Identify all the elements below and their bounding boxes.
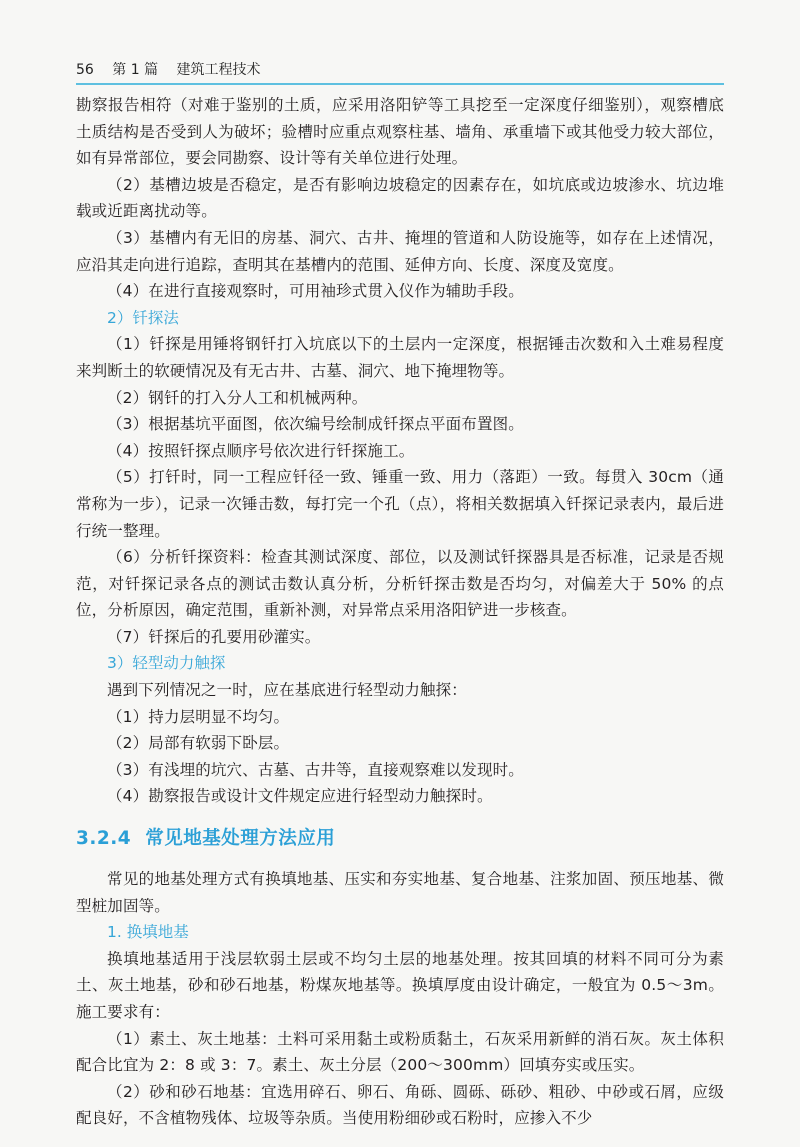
paragraph: （4）勘察报告或设计文件规定应进行轻型动力触探时。 <box>107 787 493 806</box>
paragraph: （2）局部有软弱下卧层。 <box>107 734 290 753</box>
header-divider <box>76 83 724 85</box>
paragraph: （5）打钎时，同一工程应钎径一致、锤重一致、用力（落距）一致。每贯入 30cm（通常称为一步），记录一次锤击数，每打完一个孔（点），将相关数据填入钎探记录表内，最后进行统一整理。 <box>76 468 724 540</box>
paragraph: 勘察报告相符（对难于鉴别的土质，应采用洛阳铲等工具挖至一定深度仔细鉴别），观察槽底土质结构是否受到人为破坏；验槽时应重点观察柱基、墙角、承重墙下或其他受力较大部位，如有异常部位，要会同勘察、设计等有关单位进行处理。 <box>76 96 724 168</box>
part-label: 第 1 篇 <box>112 62 159 78</box>
section-title: 常见地基处理方法应用 <box>145 828 336 850</box>
paragraph: （3）根据基坑平面图，依次编号绘制成钎探点平面布置图。 <box>107 415 524 434</box>
paragraph: （3）基槽内有无旧的房基、洞穴、古井、掩埋的管道和人防设施等，如存在上述情况，应沿其走向进行追踪，查明其在基槽内的范围、延伸方向、长度、深度及宽度。 <box>76 228 724 274</box>
subheading-qiantan: 2）钎探法 <box>107 308 179 327</box>
paragraph: （7）钎探后的孔要用砂灌实。 <box>107 627 321 646</box>
subheading-replacement-foundation: 1. 换填地基 <box>107 923 189 942</box>
paragraph: 换填地基适用于浅层软弱土层或不均匀土层的地基处理。按其回填的材料不同可分为素土、灰土地基，砂和砂石地基，粉煤灰地基等。换填厚度由设计确定，一般宜为 0.5～3m。施工要求有： <box>76 949 724 1021</box>
paragraph: （2）钢钎的打入分人工和机械两种。 <box>107 388 368 407</box>
page-body <box>76 92 724 1132</box>
paragraph: （4）在进行直接观察时，可用袖珍式贯入仪作为辅助手段。 <box>107 282 524 301</box>
paragraph: （3）有浅埋的坑穴、古墓、古井等，直接观察难以发现时。 <box>107 760 524 779</box>
header-title: 建筑工程技术 <box>176 62 261 78</box>
paragraph: （2）基槽边坡是否稳定，是否有影响边坡稳定的因素存在，如坑底或边坡渗水、坑边堆载或近距离扰动等。 <box>76 175 724 221</box>
page-header <box>76 60 726 84</box>
subheading-dynamic-probe: 3）轻型动力触探 <box>107 654 226 673</box>
paragraph: （6）分析钎探资料：检查其测试深度、部位，以及测试钎探器具是否标准，记录是否规范，对钎探记录各点的测试击数认真分析，分析钎探击数是否均匀，对偏差大于 50% 的点位，分析原因，确定范围，重新补测，对异常点采用洛阳铲进一步核查。 <box>76 548 724 620</box>
paragraph: （4）按照钎探点顺序号依次进行钎探施工。 <box>107 441 415 460</box>
paragraph: 遇到下列情况之一时，应在基底进行轻型动力触探： <box>107 681 467 700</box>
paragraph: 常见的地基处理方式有换填地基、压实和夯实地基、复合地基、注浆加固、预压地基、微型桩加固等。 <box>76 870 724 915</box>
section-heading <box>76 824 724 854</box>
paragraph: （1）持力层明显不均匀。 <box>107 707 290 726</box>
paragraph: （2）砂和砂石地基：宜选用碎石、卵石、角砾、圆砾、砾砂、粗砂、中砂或石屑，应级配良好，不含植物残体、垃圾等杂质。当使用粉细砂或石粉时，应掺入不少 <box>76 1082 724 1128</box>
page-number: 56 <box>76 62 94 78</box>
paragraph: （1）钎探是用锤将钢钎打入坑底以下的土层内一定深度，根据锤击次数和入土难易程度来判断土的软硬情况及有无古井、古墓、洞穴、地下掩埋物等。 <box>76 335 724 380</box>
paragraph: （1）素土、灰土地基：土料可采用黏土或粉质黏土，石灰采用新鲜的消石灰。灰土体积配合比宜为 2：8 或 3：7。素土、灰土分层（200～300mm）回填夯实或压实。 <box>76 1029 724 1075</box>
section-number: 3.2.4 <box>76 828 132 850</box>
